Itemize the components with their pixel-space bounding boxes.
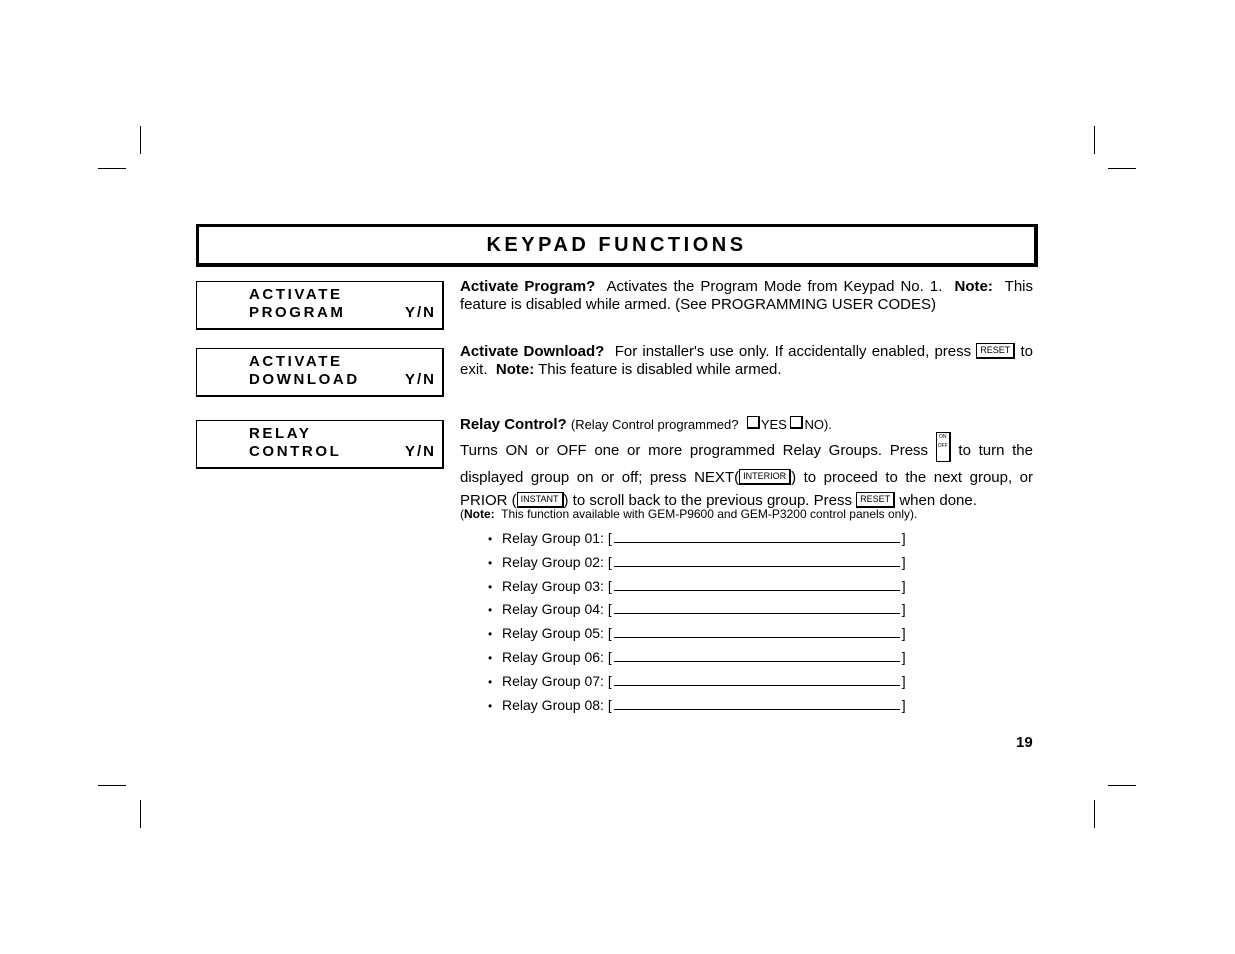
list-item: • Relay Group 06: [ ] [488, 648, 906, 665]
checkbox-icon [747, 416, 760, 429]
crop-mark [98, 785, 126, 786]
relay-group-list [488, 528, 906, 718]
download-note-text: This feature is disabled while armed. [538, 361, 782, 378]
instant-key-icon: INSTANT [517, 492, 564, 508]
crop-mark [1108, 785, 1136, 786]
relay-note-label: Note: [464, 507, 495, 521]
blank-line [614, 623, 900, 638]
display-relay-control [196, 420, 444, 469]
crop-mark [1094, 126, 1095, 154]
display-activate-program [196, 281, 444, 330]
relay-note: (Note: This function available with GEM-P9600 and GEM-P3200 control panels only). [460, 507, 918, 521]
display-line1: ACTIVATE [249, 286, 343, 303]
list-item: • Relay Group 02: [ ] [488, 553, 906, 570]
blank-line [614, 552, 900, 567]
display-line1: RELAY [249, 425, 312, 442]
blank-line [614, 576, 900, 591]
list-item: • Relay Group 04: [ ] [488, 601, 906, 618]
yes-option: YES [760, 417, 787, 432]
relay-text-1: Turns ON or OFF one or more programmed Relay Groups. Press [460, 441, 929, 459]
program-text: Activates the Program Mode from Keypad No. 1. [606, 278, 943, 295]
list-item: • Relay Group 07: [ ] [488, 672, 906, 689]
page-header [196, 224, 1038, 267]
download-exit-text: to exit. [460, 343, 1033, 378]
blank-line [614, 695, 900, 710]
blank-line [614, 671, 900, 686]
display-activate-download [196, 348, 444, 397]
page-number: 19 [1016, 734, 1033, 751]
display-line2: CONTROL [249, 443, 342, 460]
checkbox-icon [790, 416, 803, 429]
program-heading: Activate Program? [460, 278, 596, 295]
relay-text-2: to turn the displayed group on or off; press NEXT( [460, 441, 1033, 486]
crop-mark [140, 800, 141, 828]
reset-key-icon: RESET [856, 492, 895, 508]
program-note-text: This feature is disabled while armed. (See PROGRAMMING USER CODES) [460, 278, 1033, 313]
relay-text-5: when done. [899, 492, 977, 509]
list-item: • Relay Group 01: [ ] [488, 530, 906, 546]
relay-note-text: This function available with GEM-P9600 and GEM-P3200 control panels only). [501, 507, 918, 521]
on-off-key-icon: ON OFF [936, 432, 951, 462]
crop-mark [1094, 800, 1095, 828]
crop-mark [140, 126, 141, 154]
download-text: For installer's use only. If accidentally enabled, press [614, 343, 972, 360]
relay-programmed-text: (Relay Control programmed? [570, 417, 739, 432]
display-yn: Y/N [404, 371, 436, 388]
activate-program-description [460, 278, 1033, 314]
display-yn: Y/N [404, 304, 436, 321]
program-note-label: Note: [954, 278, 993, 295]
list-item: • Relay Group 08: [ ] [488, 696, 906, 713]
list-item: • Relay Group 05: [ ] [488, 625, 906, 642]
display-line2: DOWNLOAD [249, 371, 360, 388]
display-line2: PROGRAM [249, 304, 346, 321]
blank-line [614, 528, 900, 543]
blank-line [614, 599, 900, 614]
relay-heading: Relay Control? [460, 416, 567, 433]
crop-mark [98, 168, 126, 169]
download-heading: Activate Download? [460, 343, 605, 360]
blank-line [614, 647, 900, 662]
download-note-label: Note: [495, 361, 535, 378]
crop-mark [1108, 168, 1136, 169]
relay-text-3: ) to proceed to the next group, or PRIOR ( [460, 469, 1033, 509]
page-title: KEYPAD FUNCTIONS [486, 233, 747, 256]
interior-key-icon: INTERIOR [739, 469, 791, 485]
display-line1: ACTIVATE [249, 353, 343, 370]
reset-key-icon: RESET [976, 343, 1015, 359]
no-option: NO). [804, 417, 832, 432]
relay-text-4: ) to scroll back to the previous group. Press [563, 492, 852, 509]
display-yn: Y/N [404, 443, 436, 460]
activate-download-description [460, 343, 1033, 379]
list-item: • Relay Group 03: [ ] [488, 577, 906, 594]
relay-control-description [460, 413, 1033, 512]
